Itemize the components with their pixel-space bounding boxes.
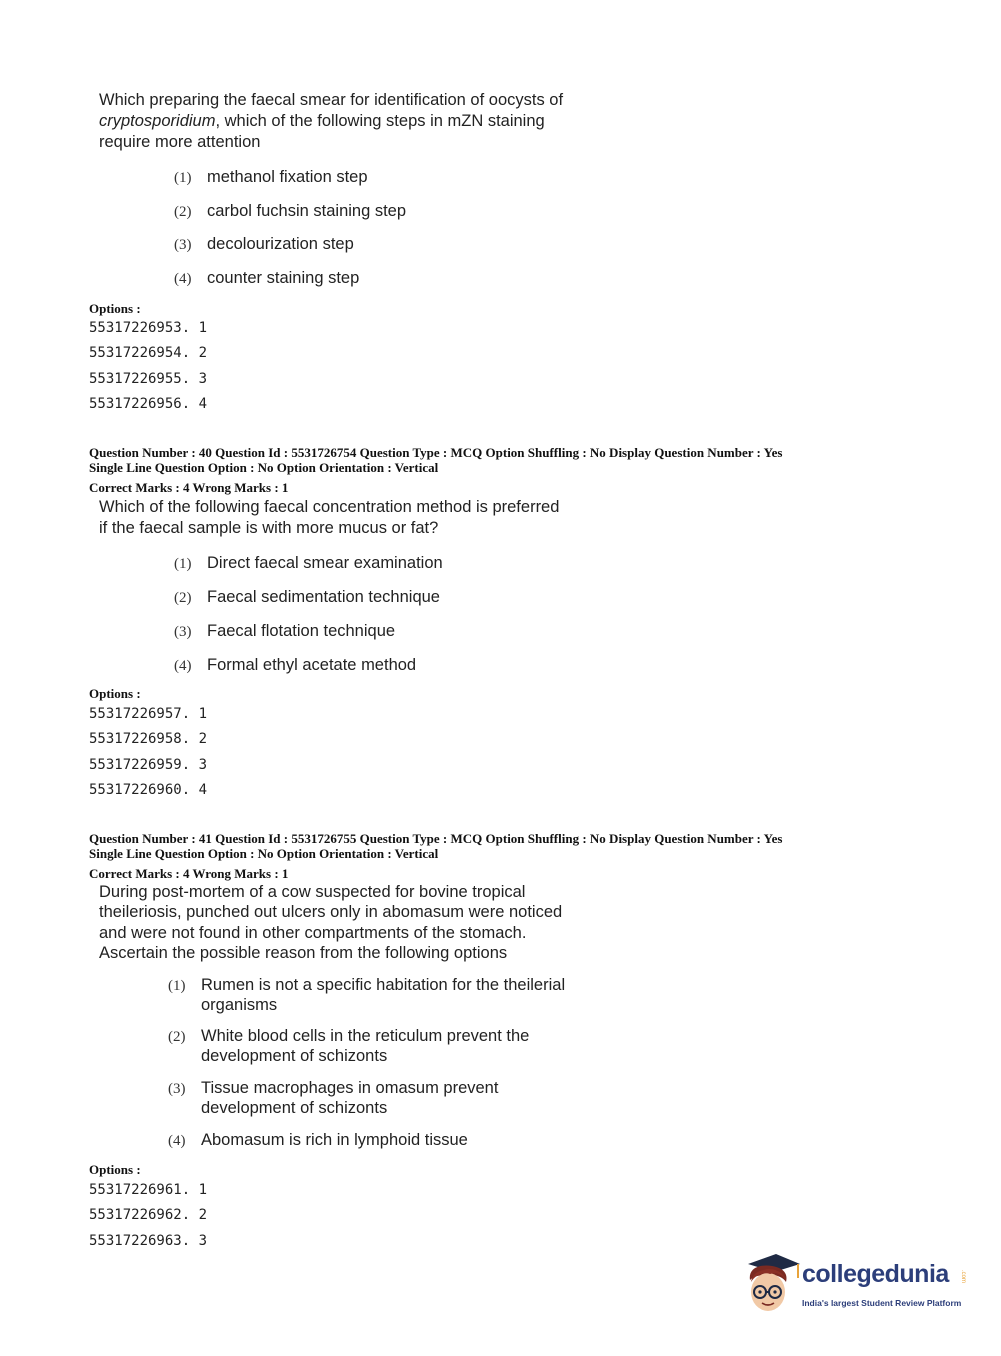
q39-stem	[99, 90, 563, 153]
logo-dotcom: .com	[960, 1270, 966, 1284]
q39-stem-line1: Which preparing the faecal smear for identification of oocysts of	[99, 91, 564, 109]
q41-marks: Correct Marks : 4 Wrong Marks : 1	[89, 866, 289, 881]
q39-option-id-4: 55317226956. 4	[89, 395, 208, 412]
q39-option-id-3: 55317226955. 3	[89, 370, 208, 387]
q41-option-id-2: 55317226962. 2	[89, 1207, 208, 1224]
q41-option-3-line1: Tissue macrophages in omasum prevent	[201, 1079, 499, 1097]
q41-meta-line2: Single Line Question Option : No Option Orientation : Vertical	[89, 846, 439, 861]
q39-option-ids	[89, 316, 207, 417]
q40-option-id-1: 55317226957. 1	[89, 706, 208, 722]
q39-option-1	[174, 167, 368, 188]
q41-stem	[99, 882, 562, 963]
q39-option-4-num: (4)	[174, 271, 192, 287]
q41-option-id-3: 55317226963. 3	[89, 1232, 208, 1249]
q41-option-4-line1: Abomasum is rich in lymphoid tissue	[201, 1131, 468, 1149]
q41-option-3-line2: development of schizonts	[201, 1099, 388, 1117]
q40-option-2-text: Faecal sedimentation technique	[207, 588, 440, 606]
q41-stem-line4: Ascertain the possible reason from the following options	[99, 943, 508, 962]
q40-option-3-text: Faecal flotation technique	[207, 622, 396, 640]
q41-option-3	[168, 1078, 498, 1118]
q40-option-2-num: (2)	[174, 590, 192, 606]
logo-name: collegedunia	[802, 1260, 949, 1288]
q40-option-4-text: Formal ethyl acetate method	[207, 656, 417, 674]
q40-option-3-num: (3)	[174, 624, 192, 640]
q40-option-4-num: (4)	[174, 658, 192, 674]
q39-option-1-text: methanol fixation step	[207, 168, 368, 186]
q41-meta-line1: Question Number : 41 Question Id : 5531726755 Question Type : MCQ Option Shuffling : No Display Question Number : Yes	[89, 831, 783, 846]
q40-stem	[99, 497, 559, 539]
q39-option-2-text: carbol fuchsin staining step	[207, 202, 407, 220]
q41-option-4-num: (4)	[168, 1133, 186, 1149]
q41-option-4	[168, 1130, 468, 1151]
q40-marks: Correct Marks : 4 Wrong Marks : 1	[89, 480, 289, 495]
q41-option-3-num: (3)	[168, 1081, 186, 1097]
q41-stem-line3: and were not found in other compartments of the stomach.	[99, 923, 527, 942]
q39-option-4	[174, 268, 359, 289]
q40-options-label: Options :	[89, 686, 141, 701]
q39-stem-line2	[99, 111, 563, 132]
q41-option-2-line1: White blood cells in the reticulum prevent the	[201, 1027, 530, 1045]
q41-stem-line2: theileriosis, punched out ulcers only in abomasum were noticed	[99, 903, 563, 922]
q40-meta-line2: Single Line Question Option : No Option Orientation : Vertical	[89, 460, 439, 475]
q39-option-id-2: 55317226954. 2	[89, 345, 208, 362]
student-mascot-icon	[742, 1250, 804, 1316]
q39-option-1-num: (1)	[174, 170, 192, 186]
q39-options-label: Options :	[89, 301, 141, 316]
q40-option-1-num: (1)	[174, 556, 192, 572]
q39-option-id-1: 55317226953. 1	[89, 320, 208, 336]
q39-option-2-num: (2)	[174, 204, 192, 220]
q40-meta-line1: Question Number : 40 Question Id : 5531726754 Question Type : MCQ Option Shuffling : No Display Question Number : Yes	[89, 445, 783, 460]
q41-option-2	[168, 1026, 529, 1066]
q40-option-id-4: 55317226960. 4	[89, 781, 208, 798]
q39-option-3-num: (3)	[174, 237, 192, 253]
q39-option-3	[174, 234, 354, 255]
q39-option-2	[174, 201, 406, 222]
q39-option-4-text: counter staining step	[207, 269, 360, 287]
q41-options-label: Options :	[89, 1162, 141, 1177]
q41-option-1-line2: organisms	[201, 996, 278, 1014]
q40-option-id-2: 55317226958. 2	[89, 731, 208, 748]
q40-option-1-text: Direct faecal smear examination	[207, 554, 443, 572]
q40-option-3	[174, 621, 395, 642]
q39-stem-line3: require more attention	[99, 133, 261, 151]
logo-tagline: India's largest Student Review Platform	[802, 1298, 962, 1308]
q41-option-1-line1: Rumen is not a specific habitation for the theilerial	[201, 976, 566, 994]
q41-option-1-num: (1)	[168, 978, 186, 994]
q40-stem-line2: if the faecal sample is with more mucus or fat?	[99, 519, 439, 537]
q40-option-4	[174, 655, 416, 676]
q41-option-2-num: (2)	[168, 1029, 186, 1045]
q39-option-3-text: decolourization step	[207, 235, 354, 253]
q40-stem-line1: Which of the following faecal concentration method is preferred	[99, 498, 560, 516]
q39-stem-line2-rest: , which of the following steps in mZN staining	[215, 112, 545, 130]
collegedunia-logo[interactable]	[742, 1250, 972, 1320]
q41-option-id-1: 55317226961. 1	[89, 1182, 208, 1198]
q41-option-2-line2: development of schizonts	[201, 1047, 388, 1065]
q40-option-2	[174, 587, 440, 608]
q41-stem-line1: During post-mortem of a cow suspected for bovine tropical	[99, 883, 526, 901]
q41-option-ids	[89, 1178, 207, 1254]
q40-option-ids	[89, 702, 207, 803]
q39-stem-italic: cryptosporidium	[99, 112, 216, 130]
q41-option-1	[168, 975, 565, 1015]
q40-option-id-3: 55317226959. 3	[89, 756, 208, 773]
q40-option-1	[174, 553, 443, 574]
